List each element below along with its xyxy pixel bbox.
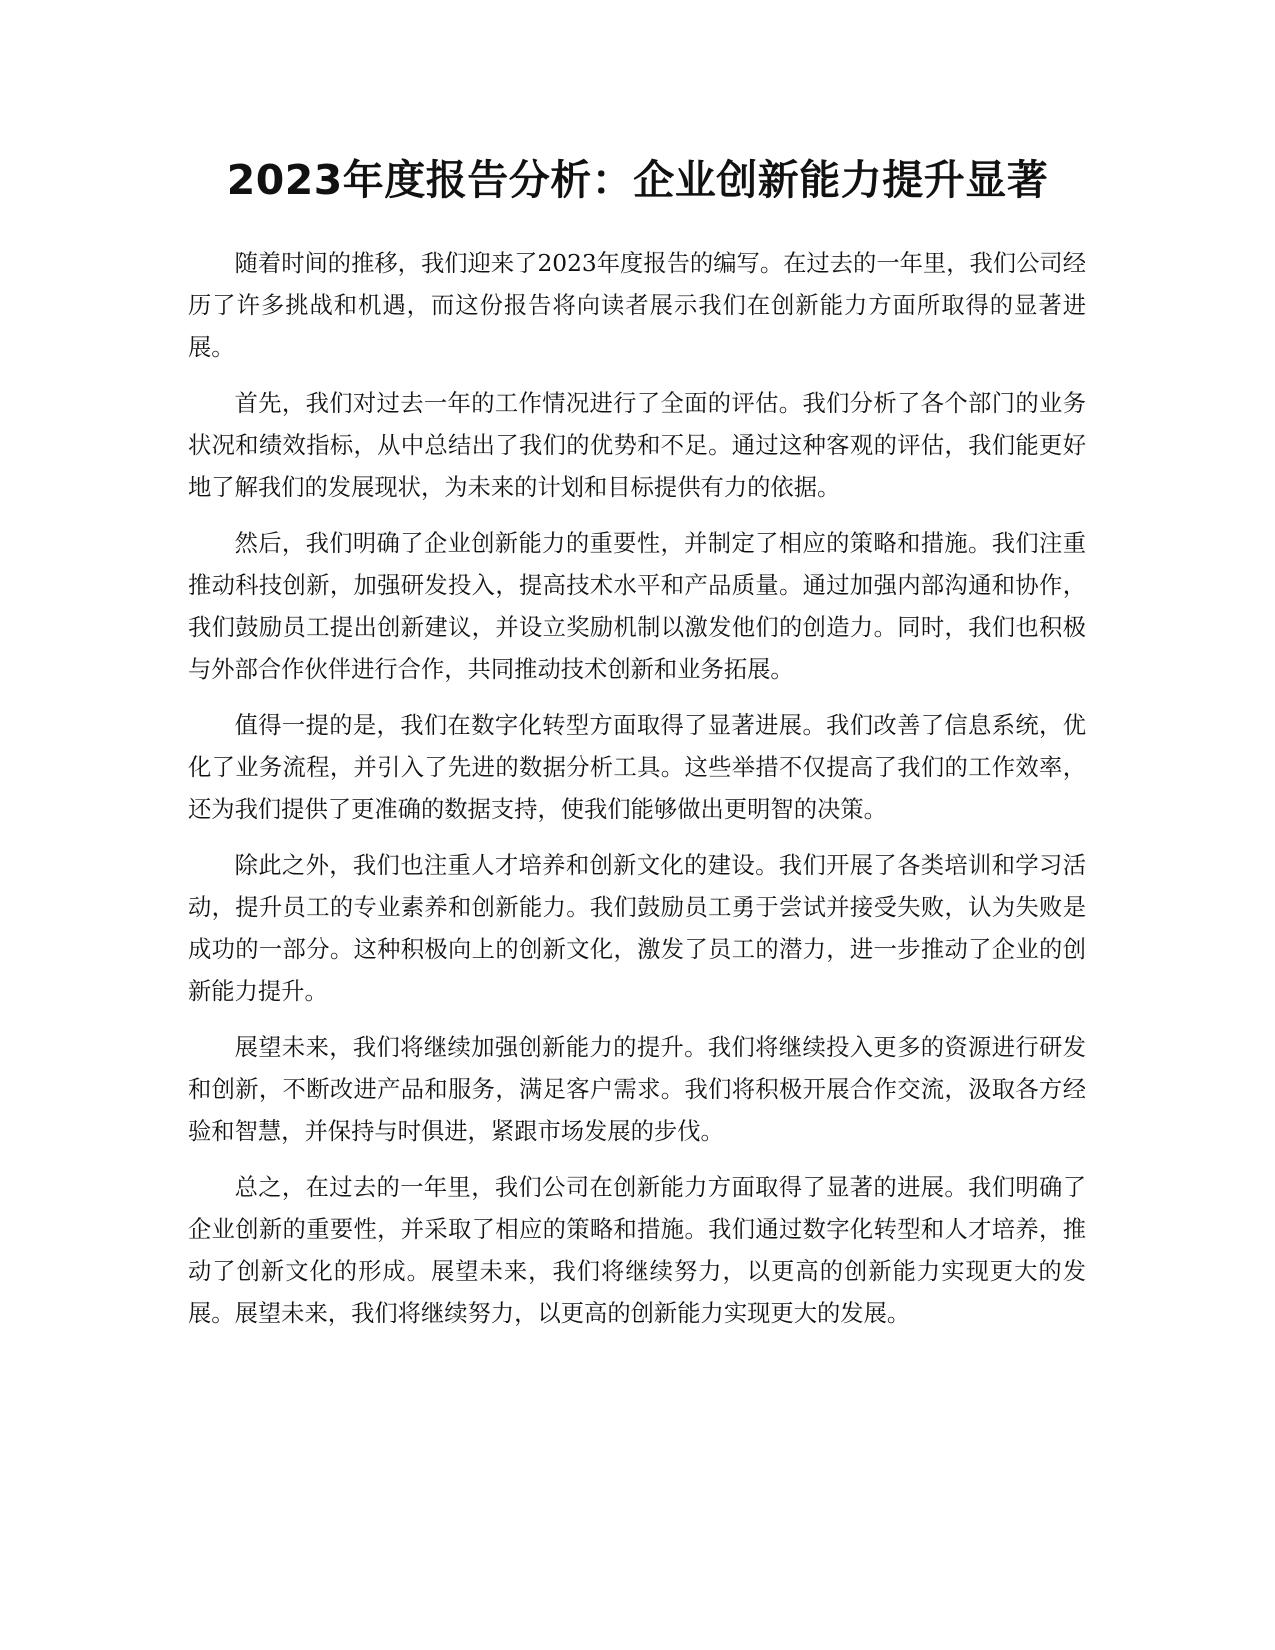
document-title: 2023年度报告分析：企业创新能力提升显著 (226, 156, 1049, 204)
paragraph-intro: 随着时间的推移，我们迎来了2023年度报告的编写。在过去的一年里，我们公司经历了许多挑战和机遇，而这份报告将向读者展示我们在创新能力方面所取得的显著进展。 (188, 250, 1086, 361)
paragraph-outlook: 展望未来，我们将继续加强创新能力的提升。我们将继续投入更多的资源进行研发和创新，不断改进产品和服务，满足客户需求。我们将积极开展合作交流，汲取各方经验和智慧，并保持与时俱进，紧跟市场发展的步伐。 (188, 1034, 1086, 1145)
paragraph-conclusion: 总之，在过去的一年里，我们公司在创新能力方面取得了显著的进展。我们明确了企业创新的重要性，并采取了相应的策略和措施。我们通过数字化转型和人才培养，推动了创新文化的形成。展望未来，我们将继续努力，以更高的创新能力实现更大的发展。展望未来，我们将继续努力，以更高的创新能力实现更大的发展。 (188, 1174, 1086, 1327)
paragraph-strategy: 然后，我们明确了企业创新能力的重要性，并制定了相应的策略和措施。我们注重推动科技创新，加强研发投入，提高技术水平和产品质量。通过加强内部沟通和协作，我们鼓励员工提出创新建议，并设立奖励机制以激发他们的创造力。同时，我们也积极与外部合作伙伴进行合作，共同推动技术创新和业务拓展。 (188, 530, 1086, 683)
paragraph-digital-transformation: 值得一提的是，我们在数字化转型方面取得了显著进展。我们改善了信息系统，优化了业务流程，并引入了先进的数据分析工具。这些举措不仅提高了我们的工作效率，还为我们提供了更准确的数据支持，使我们能够做出更明智的决策。 (188, 712, 1086, 823)
document-body (188, 243, 1086, 1349)
paragraph-talent-culture: 除此之外，我们也注重人才培养和创新文化的建设。我们开展了各类培训和学习活动，提升员工的专业素养和创新能力。我们鼓励员工勇于尝试并接受失败，认为失败是成功的一部分。这种积极向上的创新文化，激发了员工的潜力，进一步推动了企业的创新能力提升。 (188, 852, 1086, 1005)
paragraph-evaluation: 首先，我们对过去一年的工作情况进行了全面的评估。我们分析了各个部门的业务状况和绩效指标，从中总结出了我们的优势和不足。通过这种客观的评估，我们能更好地了解我们的发展现状，为未来的计划和目标提供有力的依据。 (188, 390, 1086, 501)
